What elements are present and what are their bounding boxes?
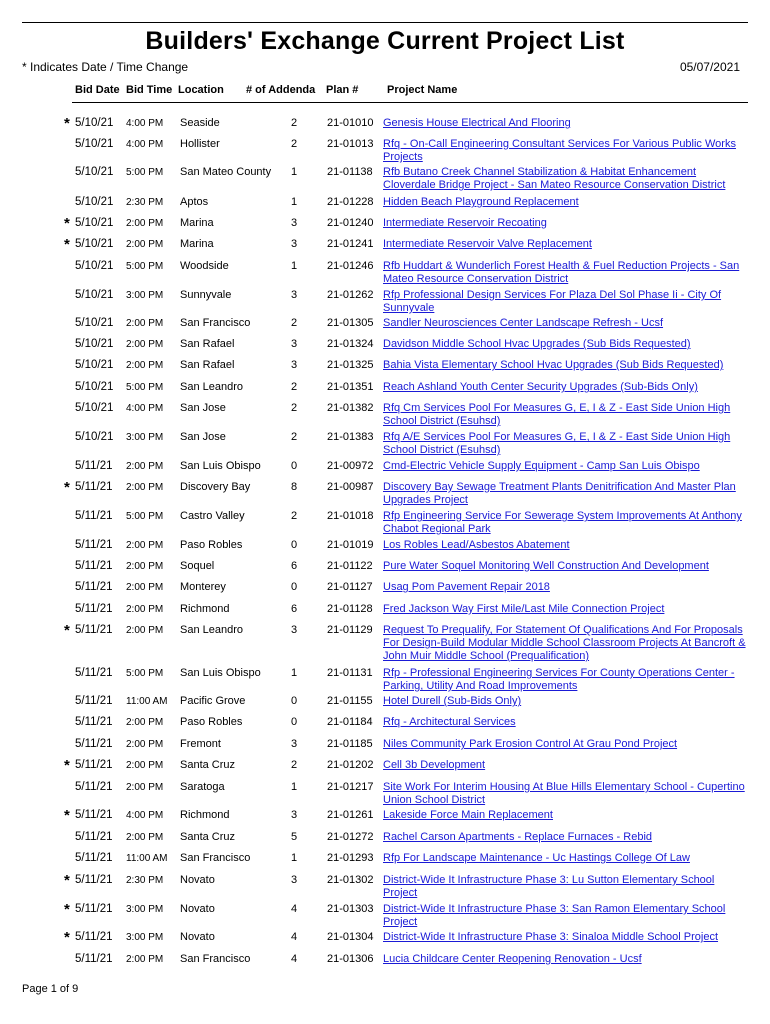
plan-number: 21-01019 (327, 539, 374, 551)
plan-number: 21-01246 (327, 260, 374, 272)
addenda-count: 1 (291, 667, 298, 679)
header-bid-time: Bid Time (126, 84, 173, 96)
location: Soquel (180, 560, 215, 572)
bid-time: 5:00 PM (126, 668, 164, 679)
header-rule (72, 102, 748, 103)
addenda-count: 2 (291, 759, 298, 771)
plan-number: 21-01304 (327, 931, 374, 943)
bid-date: 5/11/21 (75, 460, 113, 472)
location: Santa Cruz (180, 831, 236, 843)
location: San Rafael (180, 359, 235, 371)
bid-time: 2:00 PM (126, 717, 164, 728)
addenda-count: 2 (291, 402, 298, 414)
plan-number: 21-01228 (327, 196, 374, 208)
plan-number: 21-01261 (327, 809, 374, 821)
bid-time: 2:00 PM (126, 461, 164, 472)
location: Seaside (180, 117, 220, 129)
location: Santa Cruz (180, 759, 236, 771)
bid-time: 4:00 PM (126, 403, 164, 414)
change-marker: * (64, 757, 70, 774)
addenda-count: 3 (291, 217, 298, 229)
change-marker: * (64, 236, 70, 253)
bid-time: 2:00 PM (126, 218, 164, 229)
plan-number: 21-01262 (327, 289, 374, 301)
bid-time: 4:00 PM (126, 118, 164, 129)
bid-time: 2:00 PM (126, 540, 164, 551)
plan-number: 21-01303 (327, 903, 374, 915)
project-name-link[interactable]: Request To Prequalify, For Statement Of Qualifications And For Proposals For Design-Build Modular Middle School Classroom Projects At Bancroft & John Muir Middle School (Prequalification) (383, 624, 746, 662)
bid-date: 5/11/21 (75, 852, 113, 864)
plan-number: 21-01325 (327, 359, 374, 371)
plan-number: 21-01324 (327, 338, 374, 350)
addenda-count: 1 (291, 852, 298, 864)
top-rule (22, 22, 748, 23)
addenda-count: 1 (291, 781, 298, 793)
project-name-link[interactable]: Sandler Neurosciences Center Landscape Refresh - Ucsf (383, 317, 664, 329)
location: Sunnyvale (180, 289, 232, 301)
addenda-count: 4 (291, 953, 298, 965)
project-name-link[interactable]: Bahia Vista Elementary School Hvac Upgrades (Sub Bids Requested) (383, 359, 724, 371)
bid-date: 5/11/21 (75, 510, 113, 522)
project-name-link[interactable]: Davidson Middle School Hvac Upgrades (Sub Bids Requested) (383, 338, 691, 350)
plan-number: 21-01305 (327, 317, 374, 329)
project-name-link[interactable]: Site Work For Interim Housing At Blue Hills Elementary School - Cupertino Union School District (383, 781, 745, 806)
location: San Luis Obispo (180, 667, 261, 679)
bid-time: 2:00 PM (126, 739, 164, 750)
location: Novato (180, 874, 215, 886)
project-name-link[interactable]: Rachel Carson Apartments - Replace Furnaces - Rebid (383, 831, 653, 843)
addenda-count: 3 (291, 874, 298, 886)
plan-number: 21-01155 (327, 695, 373, 707)
project-name-link[interactable]: Intermediate Reservoir Recoating (383, 217, 547, 229)
bid-time: 2:00 PM (126, 239, 164, 250)
change-marker: * (64, 622, 70, 639)
plan-number: 21-01241 (327, 238, 374, 250)
addenda-count: 4 (291, 931, 298, 943)
location: Novato (180, 931, 215, 943)
change-marker: * (64, 872, 70, 889)
location: Richmond (180, 603, 230, 615)
location: San Francisco (180, 852, 251, 864)
plan-number: 21-00987 (327, 481, 374, 493)
bid-date: 5/11/21 (75, 539, 113, 551)
addenda-count: 2 (291, 510, 298, 522)
location: Discovery Bay (180, 481, 251, 493)
addenda-count: 3 (291, 359, 298, 371)
addenda-count: 3 (291, 238, 298, 250)
bid-date: 5/10/21 (75, 196, 114, 208)
bid-time: 2:00 PM (126, 582, 164, 593)
addenda-count: 3 (291, 738, 298, 750)
project-name-link[interactable]: Rfq Cm Services Pool For Measures G, E, I & Z - East Side Union High School District (Esuhsd) (383, 402, 731, 427)
bid-date: 5/11/21 (75, 874, 113, 886)
project-name-link[interactable]: Rfb Butano Creek Channel Stabilization & Habitat Enhancement Cloverdale Bridge Project - San Mateo Resource Conservation District (383, 166, 726, 191)
addenda-count: 3 (291, 338, 298, 350)
addenda-count: 2 (291, 138, 298, 150)
project-name-link[interactable]: Intermediate Reservoir Valve Replacement (383, 238, 592, 250)
project-name-link[interactable]: Rfq - On-Call Engineering Consultant Services For Various Public Works Projects (383, 138, 736, 163)
bid-date: 5/10/21 (75, 289, 114, 301)
plan-number: 21-01131 (327, 667, 373, 679)
bid-time: 2:00 PM (126, 625, 164, 636)
change-marker: * (64, 479, 70, 496)
project-name-link[interactable]: Genesis House Electrical And Flooring (383, 117, 571, 129)
bid-date: 5/11/21 (75, 560, 113, 572)
project-name-link[interactable]: Reach Ashland Youth Center Security Upgrades (Sub-Bids Only) (383, 381, 698, 393)
location: Monterey (180, 581, 226, 593)
plan-number: 21-01184 (327, 716, 373, 728)
addenda-count: 6 (291, 560, 298, 572)
project-name-link[interactable]: Los Robles Lead/Asbestos Abatement (383, 539, 570, 551)
bid-date: 5/10/21 (75, 238, 114, 250)
project-name-link[interactable]: Lucia Childcare Center Reopening Renovation - Ucsf (383, 953, 642, 965)
project-name-link[interactable]: Discovery Bay Sewage Treatment Plants Denitrification And Master Plan Upgrades Project (383, 481, 736, 506)
bid-time: 3:00 PM (126, 290, 164, 301)
bid-date: 5/11/21 (75, 603, 113, 615)
location: Marina (180, 217, 214, 229)
change-marker: * (64, 215, 70, 232)
location: Saratoga (180, 781, 225, 793)
plan-number: 21-01127 (327, 581, 373, 593)
bid-time: 4:00 PM (126, 810, 164, 821)
plan-number: 21-01293 (327, 852, 374, 864)
bid-time: 2:00 PM (126, 360, 164, 371)
project-name-link[interactable]: District-Wide It Infrastructure Phase 3: Lu Sutton Elementary School Project (383, 874, 715, 899)
project-name-link[interactable]: Rfp - Professional Engineering Services For County Operations Center - Parking, Utility And Road Improvements (383, 667, 735, 692)
bid-date: 5/11/21 (75, 624, 113, 636)
location: Hollister (180, 138, 220, 150)
addenda-count: 3 (291, 289, 298, 301)
addenda-count: 1 (291, 260, 298, 272)
header-plan-number: Plan # (326, 84, 359, 96)
addenda-count: 3 (291, 624, 298, 636)
project-name-link[interactable]: Usag Pom Pavement Repair 2018 (383, 581, 550, 593)
bid-time: 5:00 PM (126, 511, 164, 522)
bid-date: 5/11/21 (75, 481, 113, 493)
project-name-link[interactable]: Rfp For Landscape Maintenance - Uc Hastings College Of Law (383, 852, 690, 864)
bid-time: 2:00 PM (126, 604, 164, 615)
project-name-link[interactable]: District-Wide It Infrastructure Phase 3: Sinaloa Middle School Project (383, 931, 719, 943)
bid-date: 5/10/21 (75, 260, 114, 272)
bid-time: 4:00 PM (126, 139, 164, 150)
addenda-count: 2 (291, 317, 298, 329)
addenda-count: 3 (291, 809, 298, 821)
bid-date: 5/10/21 (75, 138, 114, 150)
bid-date: 5/11/21 (75, 667, 113, 679)
bid-date: 5/11/21 (75, 809, 113, 821)
plan-number: 21-01302 (327, 874, 374, 886)
plan-number: 21-01240 (327, 217, 374, 229)
location: San Leandro (180, 624, 243, 636)
location: Pacific Grove (180, 695, 246, 707)
change-marker: * (64, 901, 70, 918)
bid-date: 5/11/21 (75, 931, 113, 943)
addenda-count: 8 (291, 481, 298, 493)
bid-date: 5/10/21 (75, 381, 114, 393)
addenda-count: 2 (291, 431, 298, 443)
project-name-link[interactable]: Hotel Durell (Sub-Bids Only) (383, 695, 522, 707)
location: San Francisco (180, 317, 251, 329)
location: San Mateo County (180, 166, 272, 178)
project-name-link[interactable]: Niles Community Park Erosion Control At Grau Pond Project (383, 738, 678, 750)
bid-time: 5:00 PM (126, 261, 164, 272)
project-name-link[interactable]: Hidden Beach Playground Replacement (383, 196, 579, 208)
plan-number: 21-01185 (327, 738, 373, 750)
location: Marina (180, 238, 214, 250)
addenda-count: 2 (291, 381, 298, 393)
project-name-link[interactable]: Rfp Engineering Service For Sewerage System Improvements At Anthony Chabot Regional Park (383, 510, 742, 535)
location: Richmond (180, 809, 230, 821)
plan-number: 21-01306 (327, 953, 374, 965)
addenda-count: 1 (291, 166, 298, 178)
bid-date: 5/11/21 (75, 831, 113, 843)
addenda-count: 0 (291, 716, 298, 728)
bid-time: 2:00 PM (126, 561, 164, 572)
location: San Leandro (180, 381, 243, 393)
bid-date: 5/10/21 (75, 217, 114, 229)
bid-time: 2:00 PM (126, 482, 164, 493)
project-name-link[interactable]: Cmd-Electric Vehicle Supply Equipment - Camp San Luis Obispo (383, 460, 700, 472)
location: Woodside (180, 260, 229, 272)
bid-time: 2:00 PM (126, 954, 164, 965)
bid-date: 5/10/21 (75, 431, 114, 443)
bid-date: 5/10/21 (75, 166, 114, 178)
project-name-link[interactable]: Rfp Professional Design Services For Plaza Del Sol Phase Ii - City Of Sunnyvale (383, 289, 722, 314)
bid-time: 2:00 PM (126, 339, 164, 350)
bid-time: 2:00 PM (126, 782, 164, 793)
location: San Luis Obispo (180, 460, 261, 472)
bid-date: 5/11/21 (75, 695, 113, 707)
location: Paso Robles (180, 716, 243, 728)
addenda-count: 6 (291, 603, 298, 615)
project-name-link[interactable]: Lakeside Force Main Replacement (383, 809, 553, 821)
plan-number: 21-01013 (327, 138, 374, 150)
addenda-count: 0 (291, 539, 298, 551)
location: Fremont (180, 738, 221, 750)
plan-number: 21-00972 (327, 460, 374, 472)
project-name-link[interactable]: Cell 3b Development (383, 759, 486, 771)
addenda-count: 4 (291, 903, 298, 915)
project-name-link[interactable]: Rfb Huddart & Wunderlich Forest Health & Fuel Reduction Projects - San Mateo Resource Conservation District (383, 260, 740, 285)
plan-number: 21-01010 (327, 117, 374, 129)
project-name-link[interactable]: Rfq A/E Services Pool For Measures G, E, I & Z - East Side Union High School District (Esuhsd) (383, 431, 731, 456)
bid-date: 5/11/21 (75, 781, 113, 793)
bid-date: 5/11/21 (75, 759, 113, 771)
plan-number: 21-01202 (327, 759, 374, 771)
bid-date: 5/11/21 (75, 903, 113, 915)
location: Aptos (180, 196, 209, 208)
plan-number: 21-01382 (327, 402, 374, 414)
bid-date: 5/10/21 (75, 402, 114, 414)
header-addenda: # of Addenda (246, 84, 316, 96)
plan-number: 21-01018 (327, 510, 374, 522)
bid-time: 5:00 PM (126, 382, 164, 393)
report-date: 05/07/2021 (679, 60, 740, 74)
bid-date: 5/11/21 (75, 738, 113, 750)
bid-time: 2:30 PM (126, 197, 164, 208)
bid-date: 5/10/21 (75, 338, 114, 350)
bid-time: 5:00 PM (126, 167, 164, 178)
project-name-link[interactable]: District-Wide It Infrastructure Phase 3: San Ramon Elementary School Project (383, 903, 726, 928)
bid-time: 2:00 PM (126, 832, 164, 843)
project-name-link[interactable]: Pure Water Soquel Monitoring Well Construction And Development (383, 560, 709, 572)
project-name-link[interactable]: Fred Jackson Way First Mile/Last Mile Connection Project (383, 603, 665, 615)
page-title: Builders' Exchange Current Project List (145, 27, 625, 55)
addenda-count: 0 (291, 460, 298, 472)
plan-number: 21-01138 (327, 166, 373, 178)
location: Novato (180, 903, 215, 915)
addenda-count: 0 (291, 581, 298, 593)
plan-number: 21-01128 (327, 603, 373, 615)
plan-number: 21-01217 (327, 781, 374, 793)
plan-number: 21-01272 (327, 831, 374, 843)
plan-number: 21-01351 (327, 381, 374, 393)
bid-time: 2:00 PM (126, 318, 164, 329)
page-number: Page 1 of 9 (22, 983, 79, 995)
change-marker: * (64, 807, 70, 824)
bid-time: 3:00 PM (126, 904, 164, 915)
bid-time: 2:00 PM (126, 760, 164, 771)
bid-time: 2:30 PM (126, 875, 164, 886)
location: Paso Robles (180, 539, 243, 551)
bid-time: 11:00 AM (126, 696, 168, 707)
header-bid-date: Bid Date (75, 84, 120, 96)
bid-time: 3:00 PM (126, 432, 164, 443)
header-location: Location (178, 84, 224, 96)
header-project-name: Project Name (387, 84, 458, 96)
location: San Jose (180, 431, 226, 443)
bid-date: 5/10/21 (75, 317, 114, 329)
location: San Rafael (180, 338, 235, 350)
plan-number: 21-01383 (327, 431, 374, 443)
project-name-link[interactable]: Rfq - Architectural Services (383, 716, 516, 728)
bid-date: 5/10/21 (75, 117, 114, 129)
date-change-note: * Indicates Date / Time Change (22, 60, 189, 74)
plan-number: 21-01122 (327, 560, 373, 572)
addenda-count: 1 (291, 196, 298, 208)
bid-date: 5/11/21 (75, 581, 113, 593)
change-marker: * (64, 115, 70, 132)
addenda-count: 0 (291, 695, 298, 707)
location: San Francisco (180, 953, 251, 965)
bid-time: 11:00 AM (126, 853, 168, 864)
bid-date: 5/10/21 (75, 359, 114, 371)
bid-date: 5/11/21 (75, 953, 113, 965)
location: San Jose (180, 402, 226, 414)
bid-date: 5/11/21 (75, 716, 113, 728)
bid-time: 3:00 PM (126, 932, 164, 943)
plan-number: 21-01129 (327, 624, 373, 636)
addenda-count: 5 (291, 831, 298, 843)
change-marker: * (64, 929, 70, 946)
addenda-count: 2 (291, 117, 298, 129)
location: Castro Valley (180, 510, 245, 522)
